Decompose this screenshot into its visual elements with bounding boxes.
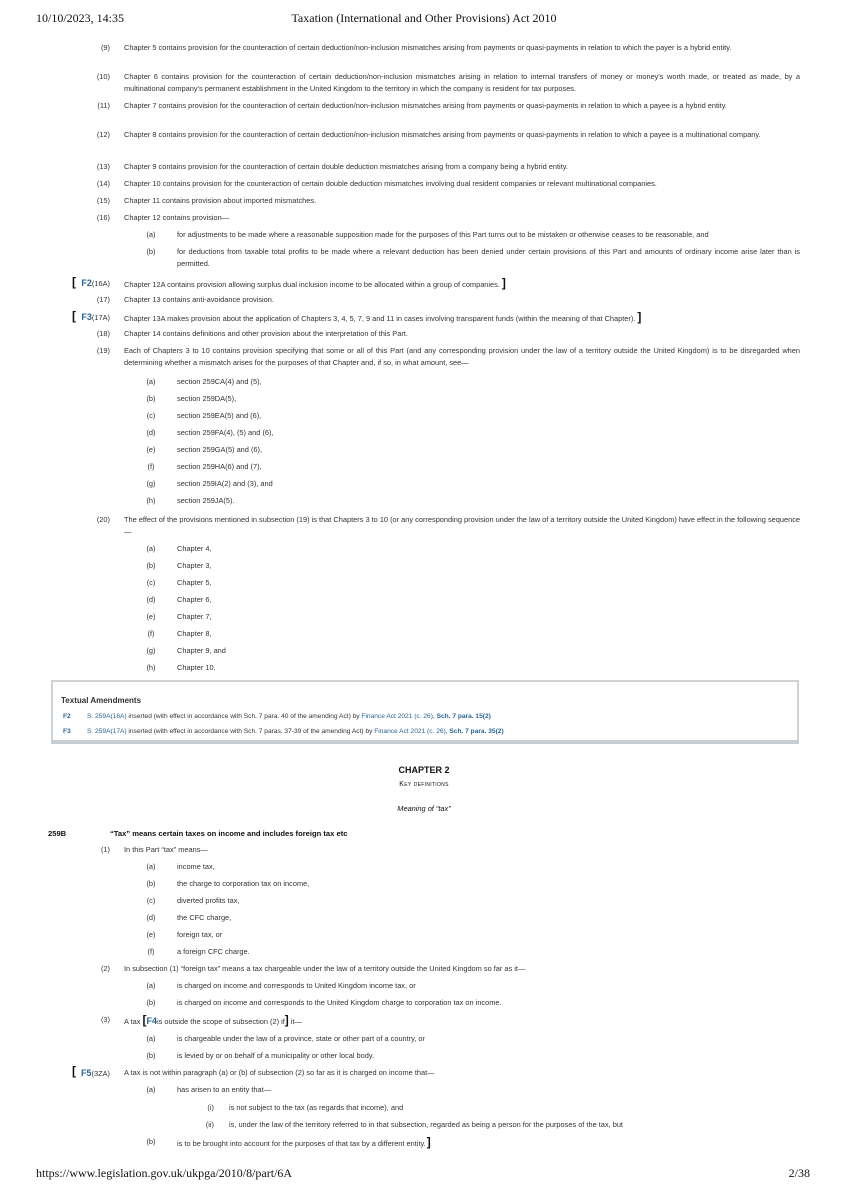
close-bracket: ] [637, 310, 642, 324]
box-shadow-bar [51, 740, 799, 744]
footnote-ref-F2[interactable]: F2 [81, 278, 92, 288]
page-number: 2/38 [788, 1166, 810, 1180]
amendment-F2: F2 S. 259A(16A) inserted (with effect in accordance with Sch. 7 para. 40 of the amending Act) by Finance Act 2021 (c. 26), Sch. 7 para. 15(2) [63, 713, 491, 720]
section-number: 259B [48, 829, 67, 838]
cross-heading: Meaning of “tax” [397, 804, 451, 813]
amendment-key: F2 [63, 713, 71, 720]
open-bracket: [ [72, 309, 76, 323]
chapter-label: CHAPTER 2 [398, 765, 450, 775]
act-link[interactable]: Finance Act 2021 (c. 26) [374, 728, 446, 735]
amendment-F3: F3 S. 259A(17A) inserted (with effect in accordance with Sch. 7 paras. 37-39 of the amending Act) by Finance Act 2021 (c. 26), Sch. 7 para. 35(2) [63, 728, 504, 735]
print-datetime: 10/10/2023, 14:35 [36, 11, 125, 25]
chapter-title: Key definitions [399, 781, 449, 788]
close-bracket: ] [426, 1135, 431, 1149]
open-bracket: [ [72, 275, 76, 289]
section-link[interactable]: S. 259A(16A) [87, 713, 127, 720]
source-url[interactable]: https://www.legislation.gov.uk/ukpga/2010/8/part/6A [36, 1166, 293, 1180]
schedule-link[interactable]: Sch. 7 para. 35(2) [449, 728, 504, 735]
section-link[interactable]: S. 259A(17A) [87, 728, 127, 735]
open-bracket: [ [72, 1064, 76, 1078]
close-bracket: ] [284, 1013, 289, 1027]
amendment-key: F3 [63, 728, 71, 735]
schedule-link[interactable]: Sch. 7 para. 15(2) [436, 713, 491, 720]
textual-amendments-title: Textual Amendments [61, 696, 142, 705]
footnote-ref-F3[interactable]: F3 [81, 312, 92, 322]
section-title: “Tax” means certain taxes on income and includes foreign tax etc [110, 829, 348, 838]
footnote-ref-F4[interactable]: F4 [146, 1016, 158, 1026]
act-link[interactable]: Finance Act 2021 (c. 26) [361, 713, 433, 720]
document-title: Taxation (International and Other Provisions) Act 2010 [291, 11, 557, 25]
footnote-ref-F5[interactable]: F5 [81, 1068, 92, 1078]
open-bracket: [ [142, 1013, 147, 1027]
textual-amendments-box [51, 680, 799, 742]
close-bracket: ] [501, 276, 506, 290]
